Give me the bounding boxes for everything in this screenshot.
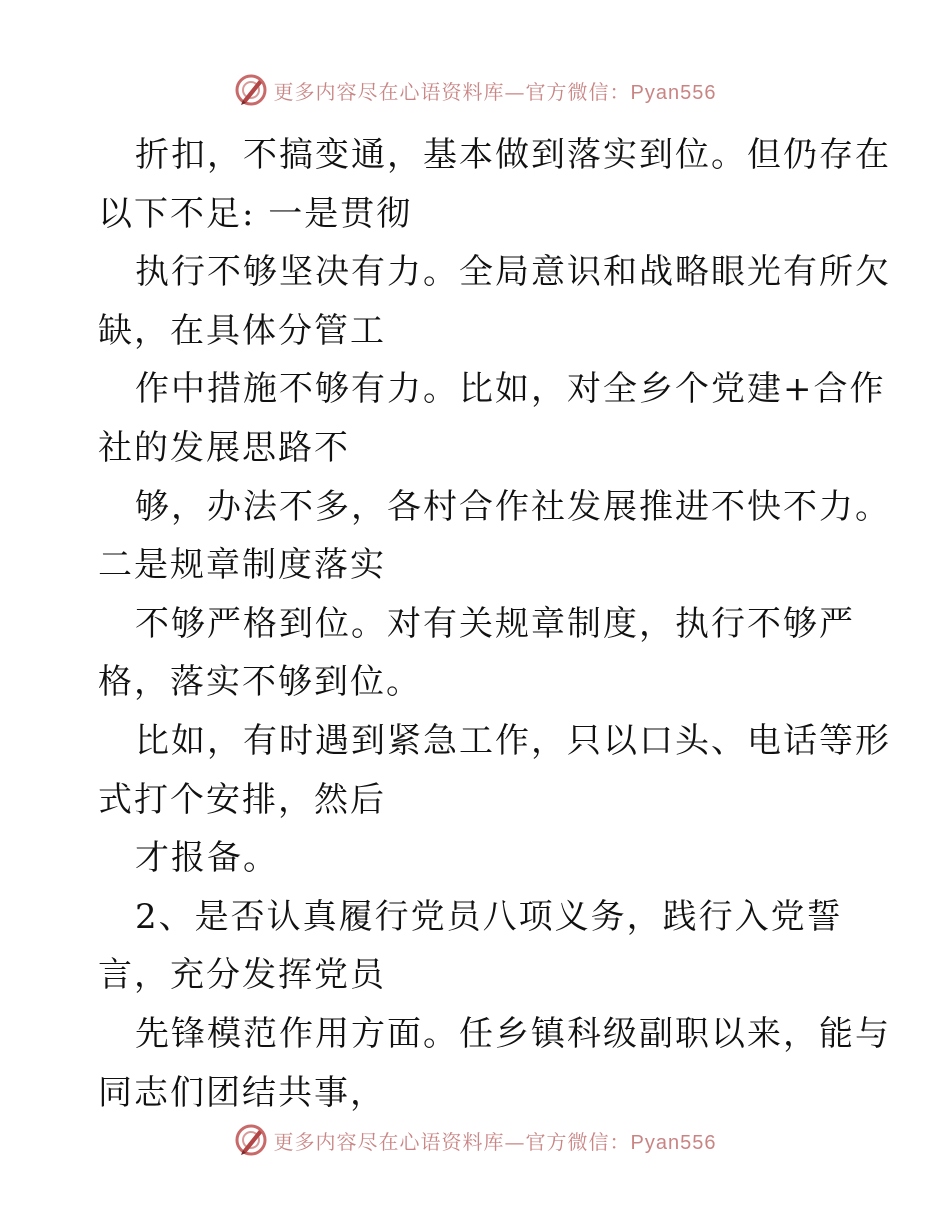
watermark-text: 更多内容尽在心语资料库—官方微信：Pyan556 [273, 79, 717, 104]
text-line: 言，充分发挥党员 [98, 955, 386, 996]
text-line: 比如，有时遇到紧急工作，只以口头、电话等形 [135, 720, 891, 761]
text-line: 同志们团结共事， [98, 1072, 386, 1113]
document-body [98, 126, 891, 1122]
text-line: 以下不足: 一是贯彻 [98, 193, 413, 234]
text-line: 作中措施不够有力。比如，对全乡个党建+合作 [135, 369, 886, 410]
text-line: 缺，在具体分管工 [98, 310, 386, 351]
text-line: 社的发展思路不 [98, 427, 350, 468]
text-line: 折扣，不搞变通，基本做到落实到位。但仍存在 [135, 135, 891, 175]
text-line: 先锋模范作用方面。任乡镇科级副职以来，能与 [135, 1013, 891, 1054]
text-line: 才报备。 [135, 838, 279, 879]
footer-watermark [0, 1120, 950, 1160]
pen-logo-icon [234, 73, 268, 107]
text-line: 执行不够坚决有力。全局意识和战略眼光有所欠 [135, 252, 891, 293]
header-watermark [0, 70, 950, 110]
text-line: 二是规章制度落实 [98, 545, 386, 586]
text-line: 不够严格到位。对有关规章制度，执行不够严 [135, 603, 855, 644]
text-line: 2、是否认真履行党员八项义务，践行入党誓 [135, 896, 843, 937]
text-line: 格，落实不够到位。 [98, 662, 422, 703]
text-line: 够，办法不多，各村合作社发展推进不快不力。 [135, 486, 891, 527]
text-line: 式打个安排，然后 [98, 779, 386, 820]
pen-logo-icon [234, 1123, 268, 1157]
watermark-text: 更多内容尽在心语资料库—官方微信：Pyan556 [273, 1129, 717, 1154]
